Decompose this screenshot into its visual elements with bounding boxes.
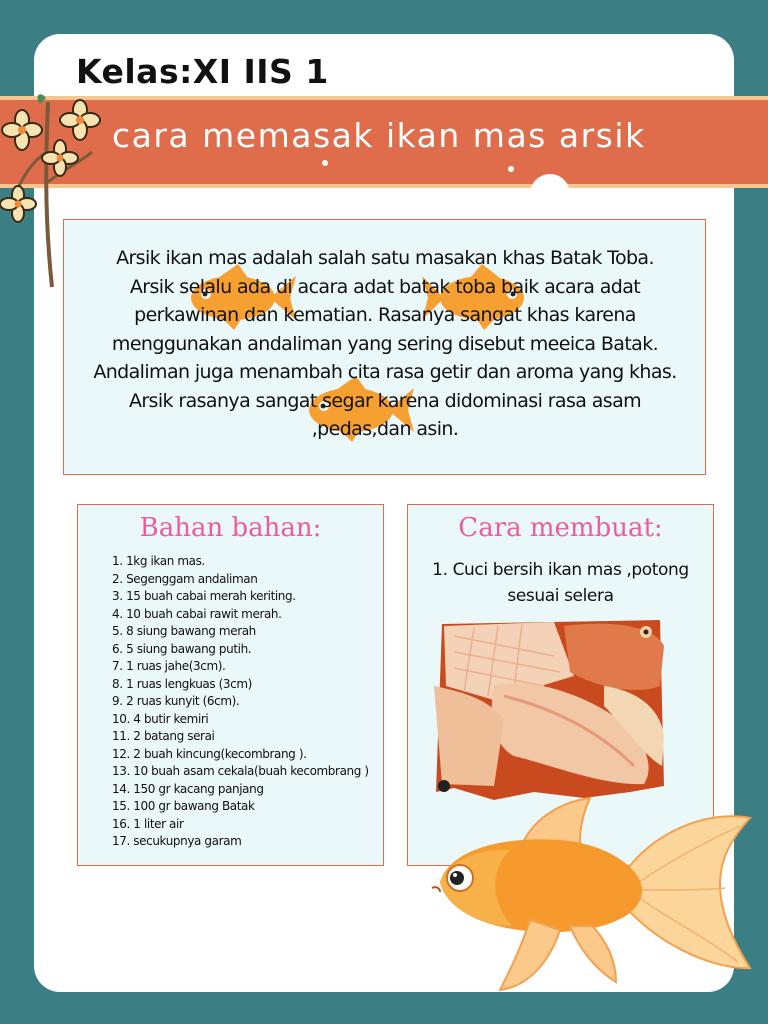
list-item: 7. 1 ruas jahe(3cm). — [112, 659, 226, 673]
list-item: 5. 8 siung bawang merah — [112, 624, 256, 638]
list-item: 17. secukupnya garam — [112, 834, 242, 848]
list-item: 10. 4 butir kemiri — [112, 711, 209, 726]
raw-fish-photo — [434, 616, 666, 800]
list-item: 15. 100 gr bawang Batak — [112, 799, 255, 813]
ingredients-title: Bahan bahan: — [139, 513, 322, 543]
list-item: 13. 10 buah asam cekala(buah kecombrang ) — [112, 764, 369, 778]
class-label: Kelas:XI IIS 1 — [76, 52, 329, 91]
ingredients-list — [112, 553, 369, 851]
list-item: 3. 15 buah cabai merah keriting. — [112, 589, 296, 603]
method-title: Cara membuat: — [458, 513, 663, 543]
intro-line: perkawinan dan kematian. Rasanya sangat khas karena — [134, 304, 636, 326]
list-item: 12. 2 buah kincung(kecombrang ). — [112, 746, 307, 761]
list-item: 2. Segenggam andaliman — [112, 571, 258, 586]
list-item: 6. 5 siung bawang putih. — [112, 641, 252, 656]
page-title: cara memasak ikan mas arsik — [112, 116, 646, 155]
list-item: 9. 2 ruas kunyit (6cm). — [112, 694, 240, 708]
bubble-decoration — [322, 160, 328, 166]
intro-line: Arsik selalu ada di acara adat batak toba baik acara adat — [129, 275, 641, 298]
intro-line: Andaliman juga menambah cita rasa getir dan aroma yang khas. — [93, 361, 677, 383]
list-item: 1. 1kg ikan mas. — [112, 554, 205, 568]
ingredients-panel — [77, 504, 384, 866]
bubble-decoration — [508, 166, 514, 172]
goldfish-icon — [420, 790, 760, 1005]
list-item: 16. 1 liter air — [112, 816, 184, 831]
intro-paragraph — [70, 244, 700, 444]
list-item: 11. 2 batang serai — [112, 729, 215, 743]
intro-line: menggunakan andaliman yang sering disebut meeica Batak. — [111, 332, 659, 355]
method-step-line: 1. Cuci bersih ikan mas ,potong — [432, 560, 689, 580]
bubble-decoration — [560, 208, 570, 218]
list-item: 8. 1 ruas lengkuas (3cm) — [112, 676, 252, 691]
list-item: 14. 150 gr kacang panjang — [112, 781, 264, 796]
intro-line: ,pedas,dan asin. — [311, 418, 459, 440]
method-step — [408, 557, 713, 609]
list-item: 4. 10 buah cabai rawit merah. — [112, 606, 282, 621]
intro-line: Arsik ikan mas adalah salah satu masakan khas Batak Toba. — [116, 247, 654, 269]
method-step-line: sesuai selera — [507, 586, 614, 606]
intro-line: Arsik rasanya sangat segar karena didominasi rasa asam — [128, 389, 642, 412]
